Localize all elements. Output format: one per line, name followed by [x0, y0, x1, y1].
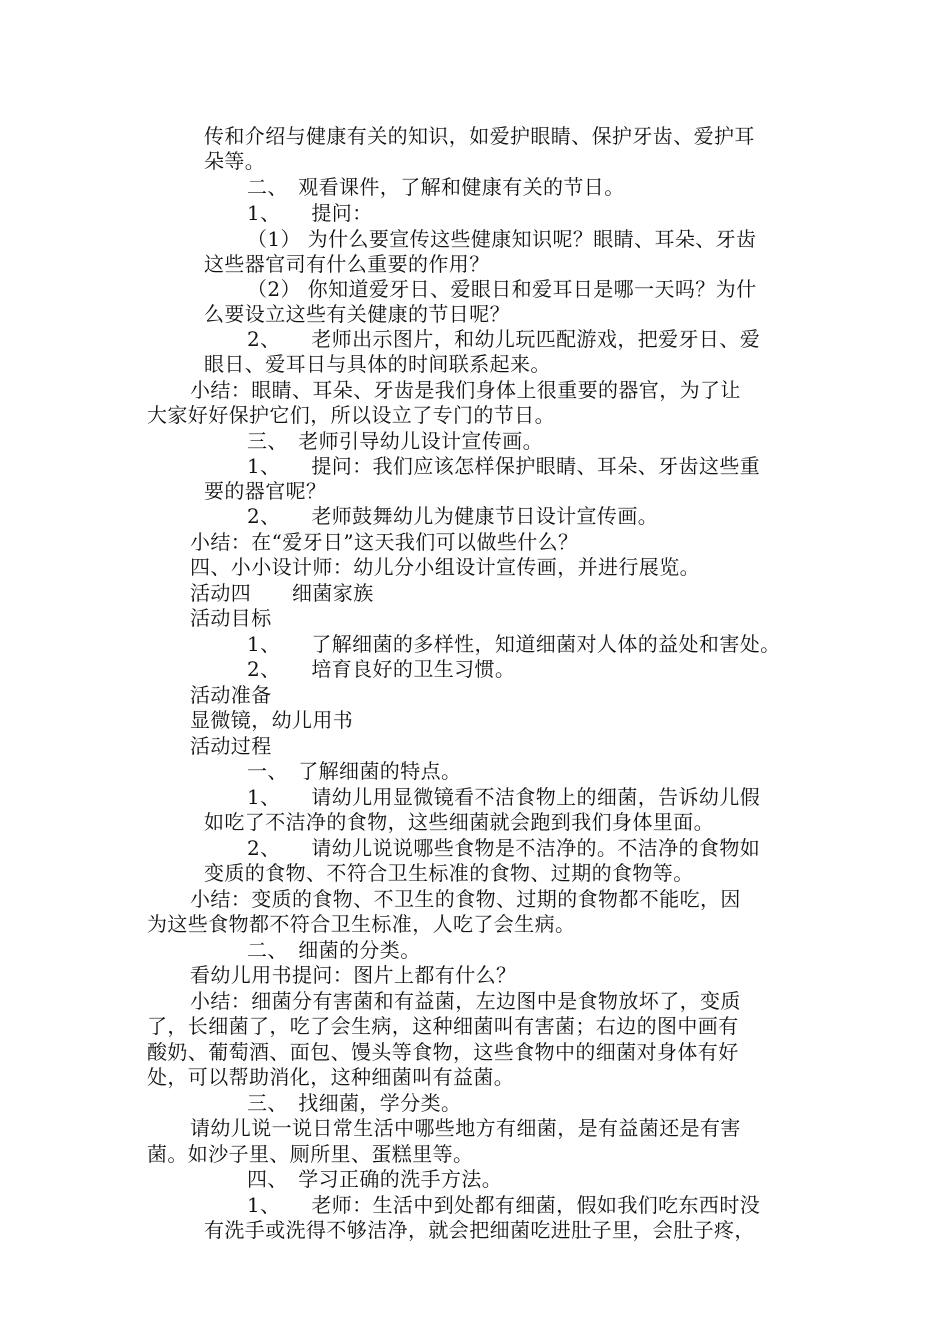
text-line: 三、 老师引导幼儿设计宣传画。: [247, 429, 543, 453]
text-line: 处，可以帮助消化，这种细菌叫有益菌。: [147, 1065, 515, 1089]
text-line: 四、小小设计师：幼儿分小组设计宣传画，并进行展览。: [190, 555, 700, 579]
text-line: 小结：眼睛、耳朵、牙齿是我们身体上很重要的器官，为了让: [190, 378, 741, 402]
text-line: 么要设立这些有关健康的节日呢？: [204, 302, 510, 326]
text-line: 2、 老师鼓舞幼儿为健康节日设计宣传画。: [247, 504, 659, 528]
text-line: 有洗手或洗得不够洁净，就会把细菌吃进肚子里，会肚子疼，: [204, 1218, 755, 1242]
text-line: 了，长细菌了，吃了会生病，这种细菌叫有害菌；右边的图中画有: [147, 1014, 739, 1038]
text-line: 小结：在“爱牙日”这天我们可以做些什么？: [190, 530, 579, 554]
text-line: 二、 观看课件，了解和健康有关的节日。: [247, 175, 625, 199]
text-line: 小结：细菌分有害菌和有益菌，左边图中是食物放坏了，变质: [190, 989, 741, 1013]
text-line: 这些器官司有什么重要的作用？: [204, 252, 490, 276]
text-line: 活动四 细菌家族: [190, 581, 374, 605]
text-line: 1、 提问：我们应该怎样保护眼睛、耳朵、牙齿这些重: [247, 454, 761, 478]
text-line: 1、 提问：: [247, 201, 373, 225]
text-line: 2、 请幼儿说说哪些食物是不洁净的。不洁净的食物如: [247, 836, 761, 860]
text-line: 看幼儿用书提问：图片上都有什么？: [190, 963, 517, 987]
text-line: 请幼儿说一说日常生活中哪些地方有细菌，是有益菌还是有害: [190, 1116, 741, 1140]
text-line: 一、 了解细菌的特点。: [247, 759, 462, 783]
text-line: 1、 了解细菌的多样性，知道细菌对人体的益处和害处。: [247, 632, 781, 656]
text-line: 酸奶、葡萄酒、面包、馒头等食物，这些食物中的细菌对身体有好: [147, 1040, 739, 1064]
text-line: 大家好好保护它们，所以设立了专门的节日。: [147, 403, 555, 427]
text-line: 菌。如沙子里、厕所里、蛋糕里等。: [147, 1142, 474, 1166]
text-line: 要的器官呢？: [204, 479, 327, 503]
text-line: 活动准备: [190, 683, 272, 707]
text-line: 活动过程: [190, 734, 272, 758]
text-line: 朵等。: [204, 149, 266, 173]
text-line: （1） 为什么要宣传这些健康知识呢？眼睛、耳朵、牙齿: [247, 227, 757, 251]
text-line: 眼日、爱耳日与具体的时间联系起来。: [204, 352, 551, 376]
text-line: 小结：变质的食物、不卫生的食物、过期的食物都不能吃，因: [190, 887, 741, 911]
text-line: 显微镜，幼儿用书: [190, 708, 354, 732]
text-line: 三、 找细菌，学分类。: [247, 1091, 462, 1115]
text-line: 1、 老师：生活中到处都有细菌，假如我们吃东西时没: [247, 1193, 761, 1217]
text-line: 如吃了不洁净的食物，这些细菌就会跑到我们身体里面。: [204, 810, 714, 834]
text-line: （2） 你知道爱牙日、爱眼日和爱耳日是哪一天吗？为什: [247, 277, 757, 301]
text-line: 四、 学习正确的洗手方法。: [247, 1167, 503, 1191]
text-line: 1、 请幼儿用显微镜看不洁食物上的细菌，告诉幼儿假: [247, 785, 761, 809]
text-line: 2、 老师出示图片，和幼儿玩匹配游戏，把爱牙日、爱: [247, 327, 761, 351]
text-line: 变质的食物、不符合卫生标准的食物、过期的食物等。: [204, 861, 694, 885]
text-line: 2、 培育良好的卫生习惯。: [247, 657, 516, 681]
text-line: 传和介绍与健康有关的知识，如爱护眼睛、保护牙齿、爱护耳: [204, 124, 755, 148]
text-line: 二、 细菌的分类。: [247, 938, 421, 962]
text-line: 为这些食物都不符合卫生标准，人吃了会生病。: [147, 912, 576, 936]
text-line: 活动目标: [190, 606, 272, 630]
